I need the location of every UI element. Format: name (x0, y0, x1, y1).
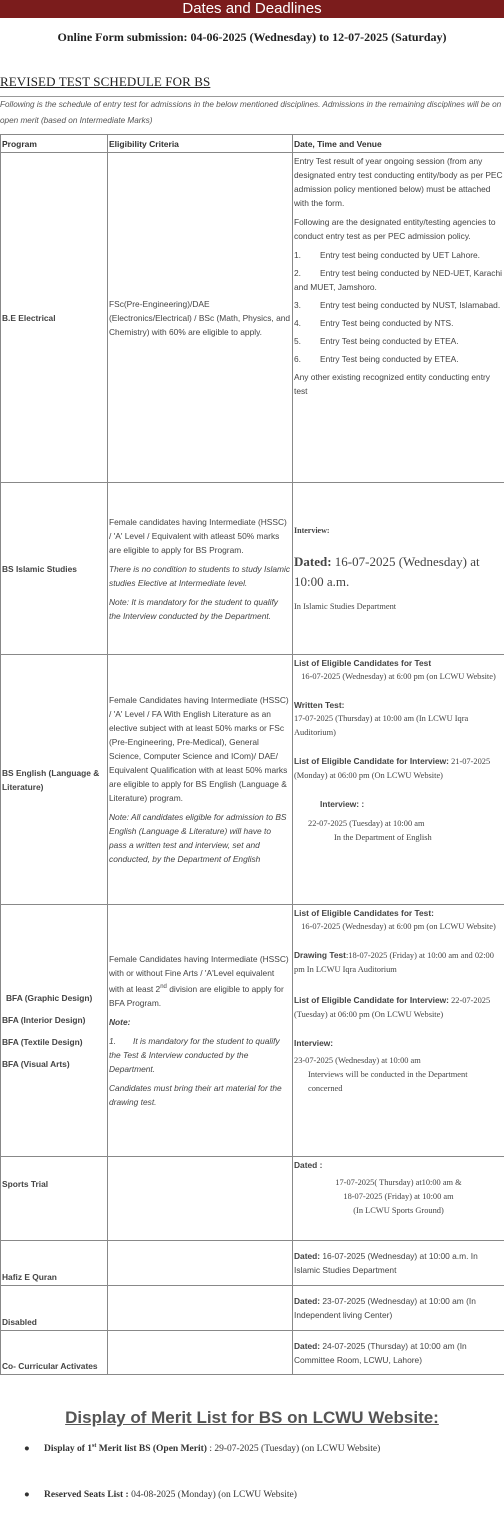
eligibility-paragraph: Female Candidates having Intermediate (HSSC) / 'A' Level / FA With English Literature as an elective subject with at least 50% marks or FSc (Pre-Engineering, Pre-Medical), General Science, Computer Science and ICom)/ DAE/ Equivalent Qualification with at least 50% marks are eligible to apply for BS English (Language & Literature) program. (109, 695, 289, 803)
venue-cocurricular: Dated: 24-07-2025 (Thursday) at 10:00 am (In Committee Room, LCWU, Lahore) (293, 1331, 504, 1375)
program-cocurricular: Co- Curricular Activates (1, 1331, 108, 1375)
eligibility-disabled (108, 1286, 293, 1331)
merit-bullet (24, 1490, 297, 1500)
venue-sports (293, 1157, 504, 1241)
list-item: 5. Entry Test being conducted by ETEA. (294, 336, 459, 346)
revised-schedule-title: REVISED TEST SCHEDULE FOR BS (0, 74, 211, 89)
interview-venue: In the Department of English (334, 833, 432, 842)
list-item: 6. Entry Test being conducted by ETEA. (294, 354, 459, 364)
merit-list-title: Display of Merit List for BS on LCWU Website: (65, 1408, 439, 1427)
interview-value: 23-07-2025 (Wednesday) at 10:00 am (294, 1056, 421, 1065)
venue-paragraph: Following are the designated entity/testing agencies to conduct entry test as per PEC admission policy. (294, 217, 496, 241)
venue-english (293, 655, 504, 905)
list-label: List of Eligible Candidates for Test: (294, 908, 434, 918)
date-line: 18-07-2025 (Friday) at 10:00 am (343, 1192, 454, 1201)
list-item: 1. Entry test being conducted by UET Lahore. (294, 250, 480, 260)
eligibility-note: Note: It is mandatory for the student to qualify the Interview conducted by the Department. (109, 596, 278, 621)
table-header-row (1, 135, 504, 153)
header-eligibility: Eligibility Criteria (108, 135, 293, 153)
program-english: BS English (Language & Literature) (1, 655, 108, 905)
bfa-program-item: BFA (Graphic Design) (6, 992, 93, 1003)
interview-label: Interview: (294, 1038, 334, 1048)
bullet-icon: ● (24, 1490, 30, 1500)
table-row (1, 905, 504, 1157)
venue-paragraph: Entry Test result of year ongoing session (from any designated entry test conducting entity/body as per PEC admission policy mentioned below) must be attached with the form. (294, 156, 503, 208)
interview-value: 22-07-2025 (Tuesday) at 10:00 am (308, 819, 425, 828)
interview-list: List of Eligible Candidate for Interview: 21-07-2025 (Monday) at 06:00 pm (On LCWU Website) (294, 756, 491, 780)
program-be-electrical: B.E Electrical (1, 153, 108, 483)
online-submission-dates: Online Form submission: 04-06-2025 (Wednesday) to 12-07-2025 (Saturday) (57, 30, 447, 44)
list-value: 16-07-2025 (Wednesday) at 6:00 pm (on LCWU Website) (301, 922, 496, 931)
written-test-value: 17-07-2025 (Thursday) at 10:00 am (In LCWU Iqra Auditorium) (294, 714, 469, 737)
interview-venue: In Islamic Studies Department (294, 601, 397, 611)
table-row (1, 153, 504, 483)
venue-hafiz: Dated: 16-07-2025 (Wednesday) at 10:00 a.m. In Islamic Studies Department (293, 1241, 504, 1286)
eligibility-islamic-studies (108, 483, 293, 655)
merit-bullet-value: 04-08-2025 (Monday) (on LCWU Website) (128, 1490, 297, 1500)
eligibility-hafiz (108, 1241, 293, 1286)
eligibility-paragraph: Female Candidates having Intermediate (HSSC) with or without Fine Arts / 'A'Level equivalent with at least 2nd division are eligible to apply for BFA Program. (109, 954, 289, 1008)
test-schedule-table (0, 134, 504, 1375)
venue-disabled: Dated: 23-07-2025 (Wednesday) at 10:00 am (In Independent living Center) (293, 1286, 504, 1331)
interview-label: Interview: (294, 525, 330, 535)
eligibility-be-electrical: FSc(Pre-Engineering)/DAE (Electronics/Electrical) / BSc (Math, Physics, and Chemistry) with 60% are eligible to apply. (108, 153, 293, 483)
interview-label: Interview: : (320, 799, 365, 809)
table-row (1, 1286, 504, 1331)
list-label: List of Eligible Candidates for Test (294, 658, 432, 668)
eligibility-english (108, 655, 293, 905)
venue-be-electrical (293, 153, 504, 483)
schedule-intro: Following is the schedule of entry test for admissions in the below mentioned disciplines. Admissions in the remaining disciplines will be on open merit (based on Intermediate Marks) (0, 96, 504, 129)
list-value: 16-07-2025 (Wednesday) at 6:00 pm (on LCWU Website) (301, 672, 496, 681)
eligibility-cocurricular (108, 1331, 293, 1375)
date-line: (In LCWU Sports Ground) (353, 1206, 444, 1215)
table-row (1, 655, 504, 905)
interview-date: Dated: 16-07-2025 (Wednesday) at 10:00 a.m. (294, 553, 480, 589)
banner-title: Dates and Deadlines (0, 0, 504, 18)
eligibility-note: Candidates must bring their art material for the drawing test. (109, 1082, 282, 1107)
list-item: 4. Entry Test being conducted by NTS. (294, 318, 454, 328)
venue-paragraph: Any other existing recognized entity conducting entry test (294, 372, 490, 396)
eligibility-sports (108, 1157, 293, 1241)
venue-bfa (293, 905, 504, 1157)
table-row (1, 483, 504, 655)
eligibility-paragraph: Female candidates having Intermediate (HSSC) / 'A' Level / Equivalent with atleast 50% marks are eligible to apply for BS Program. (109, 516, 287, 555)
note-label: Note: (109, 1016, 131, 1027)
header-date-venue: Date, Time and Venue (293, 135, 504, 153)
program-islamic-studies: BS Islamic Studies (1, 483, 108, 655)
program-disabled: Disabled (1, 1286, 108, 1331)
interview-venue: Interviews will be conducted in the Department concerned (308, 1070, 468, 1093)
interview-list: List of Eligible Candidate for Interview: 22-07-2025 (Tuesday) at 06:00 pm (On LCWU Website) (294, 995, 491, 1019)
dated-label: Dated : (294, 1160, 323, 1170)
venue-islamic-studies (293, 483, 504, 655)
eligibility-paragraph: There is no condition to students to study Islamic studies Elective at Intermediate level. (109, 563, 291, 588)
eligibility-note: Note: All candidates eligible for admission to BS English (Language & Literature) will have to pass a written test and interview, set and conducted, by the Department of English (109, 812, 287, 864)
header-program: Program (1, 135, 108, 153)
bfa-program-item: BFA (Interior Design) (2, 1014, 86, 1025)
program-bfa (1, 905, 108, 1157)
merit-bullet (24, 1443, 380, 1454)
merit-bullet-label: Reserved Seats List : (44, 1490, 129, 1500)
table-row (1, 1157, 504, 1241)
table-row (1, 1241, 504, 1286)
date-line: 17-07-2025( Thursday) at10:00 am & (335, 1178, 462, 1187)
program-hafiz: Hafiz E Quran (1, 1241, 108, 1286)
drawing-test: Drawing Test:18-07-2025 (Friday) at 10:00 am and 02:00 pm In LCWU Iqra Auditorium (294, 950, 494, 974)
bfa-program-item: BFA (Visual Arts) (2, 1058, 70, 1069)
note-item: 1. It is mandatory for the student to qualify the Test & Interview conducted by the Department. (109, 1035, 280, 1074)
merit-bullet-value: : 29-07-2025 (Tuesday) (on LCWU Website) (206, 1444, 381, 1455)
bullet-icon: ● (24, 1444, 30, 1455)
table-row (1, 1331, 504, 1375)
written-test-label: Written Test: (294, 700, 345, 710)
program-sports: Sports Trial (1, 1157, 108, 1241)
merit-bullet-label: Display of 1st Merit list BS (Open Merit) (44, 1443, 207, 1455)
bfa-program-item: BFA (Textile Design) (2, 1036, 83, 1047)
list-item: 3. Entry test being conducted by NUST, Islamabad. (294, 300, 501, 310)
list-item: 2. Entry test being conducted by NED-UET, Karachi and MUET, Jamshoro. (294, 268, 503, 292)
eligibility-bfa (108, 905, 293, 1157)
